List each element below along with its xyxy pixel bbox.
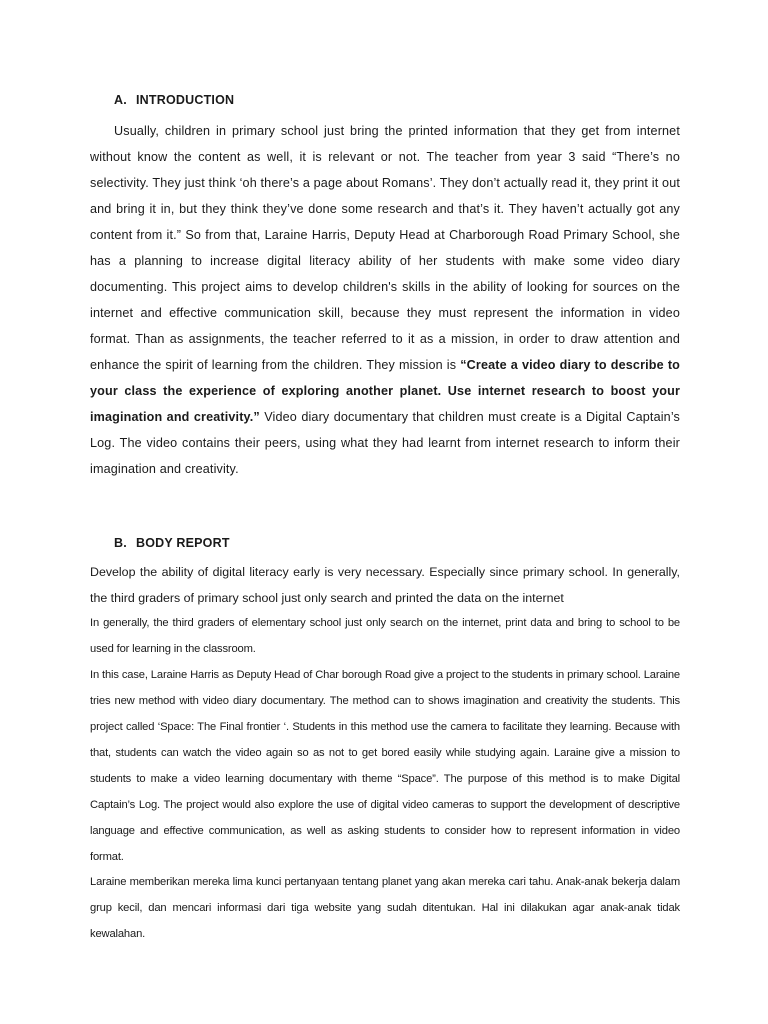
section-b-title: BODY REPORT [136, 536, 230, 550]
intro-text-part1: Usually, children in primary school just bring the printed information that they get from internet without know the content as well, it is relevant or not. The teacher from year 3 said “There’s no selectivity. They just think ‘oh there’s a page about Romans’. They don’t actually read it, they print it out and bring it in, but they think they’ve done some research and that’s it. They haven’t actually got any content from it.” So from that, Laraine Harris, Deputy Head at Charborough Road Primary School, she has a planning to increase digital literacy ability of her students with make some video diary documenting. This project aims to develop children's skills in the ability of looking for sources on the internet and effective communication skill, because they must represent the information in video format. Than as assignments, the teacher referred to it as a mission, in order to draw attention and enhance the spirit of learning from the children. They mission is [90, 124, 680, 372]
intro-mission-quote: “Create a video diary to describe to your class the experience of exploring another planet. Use internet research to boost your imagination and creativity.” [90, 358, 680, 424]
body-paragraph-3-container [90, 869, 680, 947]
section-b-number: B. [114, 536, 127, 550]
section-b-heading [114, 536, 230, 550]
introduction-paragraph [90, 118, 680, 482]
body-paragraph-1: In generally, the third graders of elementary school just only search on the internet, print data and bring to school to be used for learning in the classroom. [90, 617, 680, 655]
section-a-heading [114, 93, 234, 107]
section-a-title: INTRODUCTION [136, 93, 235, 107]
body-lead-paragraph: Develop the ability of digital literacy early is very necessary. Especially since primary school. In generally, the third graders of primary school just only search and printed the data on the internet [90, 565, 680, 605]
body-paragraph-3: Laraine memberikan mereka lima kunci pertanyaan tentang planet yang akan mereka cari tahu. Anak-anak bekerja dalam grup kecil, dan mencari informasi dari tiga website yang sudah ditentukan. Hal ini dilakukan agar anak-anak tidak kewalahan. [90, 876, 680, 940]
intro-text-part2: Video diary documentary that children must create is a Digital Captain’s Log. The video contains their peers, using what they had learnt from internet research to inform their imagination and creativity. [90, 410, 680, 476]
body-paragraph-2: In this case, Laraine Harris as Deputy Head of Char borough Road give a project to the students in primary school. Laraine tries new method with video diary documentary. The method can to shows imagination and creativity the students. This project called ‘Space: The Final frontier ‘. Students in this method use the camera to facilitate they learning. Because with that, students can watch the video again so as not to get bored easily while studying again. Laraine give a mission to students to make a video learning documentary with theme “Space”. The purpose of this method is to make Digital Captain’s Log. The project would also explore the use of digital video cameras to support the development of descriptive language and effective communication, as well as asking students to consider how to represent information in video format. [90, 669, 680, 863]
body-report-paragraphs [90, 610, 680, 870]
section-a-number: A. [114, 93, 127, 107]
